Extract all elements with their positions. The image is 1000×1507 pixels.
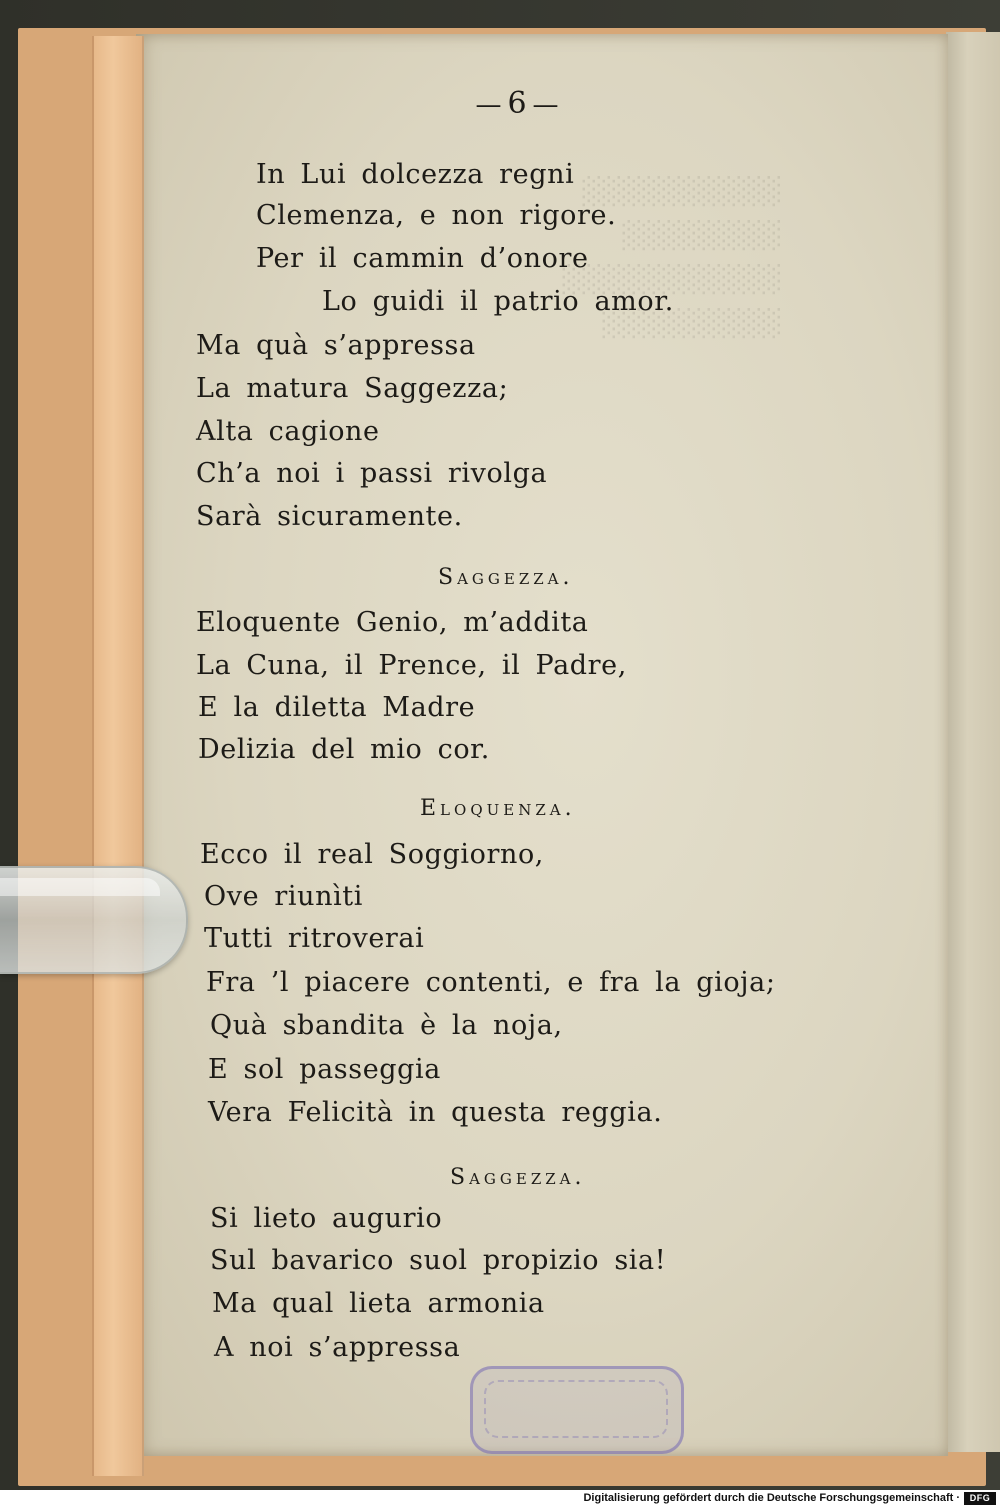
facing-page-edge (946, 32, 1000, 1452)
library-stamp-inner (484, 1380, 668, 1438)
verse-line: Lo guidi il patrio amor. (322, 286, 674, 317)
verse-line: Quà sbandita è la noja, (210, 1010, 563, 1041)
verse-line: Delizia del mio cor. (198, 734, 490, 765)
show-through-text: ░░░░░░░░░░ ░░░░░░░░ ░░░░░░░░░░░ ░░░░░░░░░ (560, 177, 780, 339)
verse-line: In Lui dolcezza regni (256, 159, 575, 190)
verse-line: Ecco il real Soggiorno, (200, 839, 544, 870)
verse-line: La Cuna, il Prence, il Padre, (196, 650, 627, 681)
verse-line: Sul bavarico suol propizio sia! (210, 1245, 667, 1276)
verse-line: La matura Saggezza; (196, 373, 509, 404)
page-number-value: 6 (507, 86, 533, 121)
page-clip-highlight (0, 878, 160, 896)
speaker-heading: Saggezza. (450, 1165, 586, 1190)
verse-line: Ove riunìti (204, 881, 363, 912)
footer-credit: Digitalisierung gefördert durch die Deutsche Forschungsgemeinschaft · (583, 1492, 960, 1504)
verse-line: E la diletta Madre (198, 692, 476, 723)
verse-line: Si lieto augurio (210, 1203, 443, 1234)
dfg-logo-icon: DFG (964, 1492, 996, 1505)
verse-line: E sol passeggia (208, 1054, 441, 1085)
verse-line: Fra ’l piacere contenti, e fra la gioja; (206, 967, 776, 998)
page-stack-edge (92, 36, 144, 1476)
verse-line: Tutti ritroverai (204, 923, 425, 954)
verse-line: A noi s’appressa (214, 1332, 461, 1363)
verse-line: Alta cagione (196, 416, 380, 447)
verse-line: Eloquente Genio, m’addita (196, 607, 589, 638)
verse-line: Clemenza, e non rigore. (256, 200, 617, 231)
verse-line: Ma qual lieta armonia (212, 1288, 545, 1319)
speaker-heading: Saggezza. (438, 565, 574, 590)
verse-line: Ch’a noi i passi rivolga (196, 458, 548, 489)
verse-line: Ma quà s’appressa (196, 330, 476, 361)
verse-line: Sarà sicuramente. (196, 501, 463, 532)
page-number: —6— (475, 86, 565, 121)
verse-line: Vera Felicità in questa reggia. (208, 1097, 663, 1128)
verse-line: Per il cammin d’onore (256, 243, 589, 274)
speaker-heading: Eloquenza. (420, 796, 576, 821)
